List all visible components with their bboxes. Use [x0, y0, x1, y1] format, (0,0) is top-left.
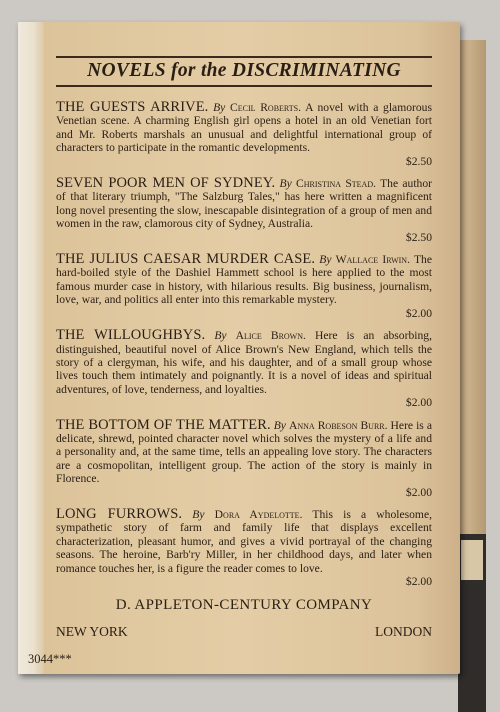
book-by: By [319, 253, 332, 267]
book-author: Wallace Irwin. [335, 253, 410, 267]
book-price: $2.50 [405, 230, 432, 244]
publisher-cities [56, 624, 432, 640]
city-new-york: NEW YORK [56, 624, 128, 640]
book-title: THE GUESTS ARRIVE. [56, 99, 209, 115]
book-title: SEVEN POOR MEN OF SYDNEY. [56, 175, 276, 192]
jacket-content [28, 56, 432, 667]
book-entry [56, 505, 432, 588]
book-entry [56, 253, 432, 320]
book-entry [56, 329, 432, 409]
page-title: NOVELS for the DISCRIMINATING [56, 56, 432, 87]
book-description: A novel with a glamorous Venetian scene. A charming English girl opens a hotel in an old Venetian fort and Mr. Roberts marshals an unusual and delightful international group of characters to participate in the romantic developments. [56, 101, 432, 155]
book-description: Here is an absorbing, distinguished, beautiful novel of Alice Brown's New England, which tells the story of a clergyman, his wife, and his daughter, and of a small group whose lives touch them intimately and poignantly. It is a novel of ideas and spiritual adventures, of love, tenderness, and loyalties. [56, 329, 432, 396]
book-description: This is a wholesome, sympathetic story of farm and family life that displays excellent characterization, pleasant humor, and gives a vivid portrayal of the changing seasons. The heroine, Barb'ry Miller, in her childhood days, and later when romance touches her, is a figure the reader comes to love. [56, 507, 432, 575]
book-title: LONG FURROWS. [56, 505, 183, 522]
book-entry [56, 101, 432, 168]
book-description: The hard-boiled style of the Dashiel Hammett school is here applied to the most famous murder case in history, with hilarious results. Big business, journalism, love, war, and politics all enter into this remarkable mystery. [56, 253, 432, 307]
book-price: $2.00 [405, 306, 432, 320]
book-description: Here is a delicate, shrewd, pointed character novel which solves the mystery of a life and a personality and, at the same time, tells an appealing love story. The characters are a cosmopolitan, intelligent group. The action of the story is mainly in Florence. [56, 418, 432, 486]
adjacent-book-label [461, 540, 483, 580]
adjacent-book-edge [458, 40, 486, 680]
book-author: Anna Robeson Burr. [288, 418, 388, 432]
book-price: $2.00 [405, 396, 432, 410]
publisher-name: D. APPLETON-CENTURY COMPANY [115, 597, 373, 614]
book-author: Cecil Roberts. [230, 101, 302, 114]
book-by: By [213, 101, 226, 114]
book-title: THE BOTTOM OF THE MATTER. [56, 416, 271, 433]
book-author: Alice Brown. [235, 329, 306, 343]
book-entry [56, 416, 432, 499]
book-author: Dora Aydelotte. [214, 507, 303, 521]
book-entry [56, 177, 432, 244]
jacket-fold-edge [18, 22, 44, 674]
book-price: $2.50 [405, 154, 432, 168]
book-title: THE JULIUS CAESAR MURDER CASE. [56, 251, 316, 268]
book-by: By [192, 507, 205, 521]
city-london: LONDON [375, 624, 432, 640]
book-author: Christina Stead. [296, 177, 377, 191]
book-price: $2.00 [405, 575, 432, 588]
book-by: By [279, 177, 292, 191]
book-list [56, 101, 432, 588]
book-by: By [214, 329, 227, 343]
book-price: $2.00 [405, 485, 432, 499]
catalog-code: 3044*** [28, 652, 72, 667]
book-title: THE WILLOUGHBYS. [56, 327, 206, 344]
book-by: By [273, 418, 286, 432]
book-description: The author of that literary triumph, "The Salzburg Tales," has here written a magnificent long novel presenting the slow, inescapable disintegration of a group of men and women in the raw, clamorous city of Sydney, Australia. [56, 177, 432, 231]
